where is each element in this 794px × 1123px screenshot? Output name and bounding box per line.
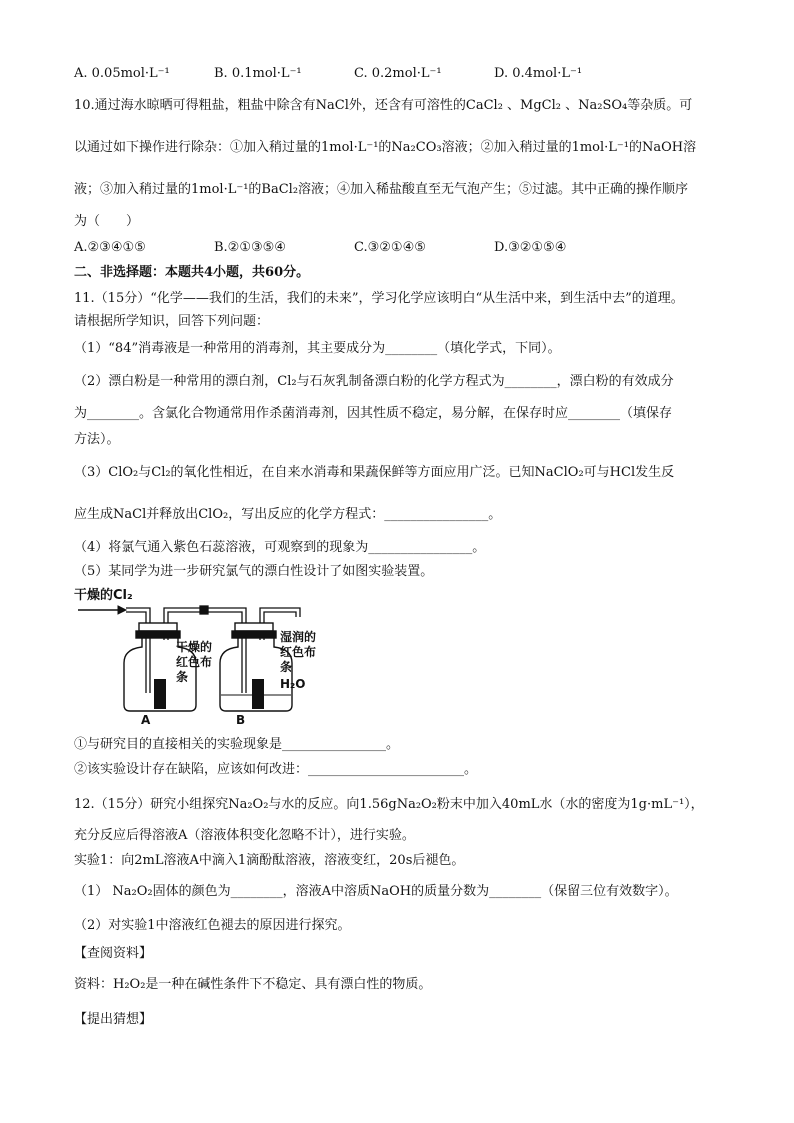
q11-part-5-sub-1: ①与研究目的直接相关的实验现象是________________。 xyxy=(74,737,400,752)
q12-experiment-1: 实验1：向2mL溶液A中滴入1滴酚酞溶液，溶液变红，20s后褪色。 xyxy=(74,853,465,868)
dry-red-cloth-strip xyxy=(154,679,166,709)
q11-part-2-line-3: 方法）。 xyxy=(74,432,120,447)
q12-research-heading: 【查阅资料】 xyxy=(74,946,153,961)
bottle-b-name: B xyxy=(236,713,246,725)
bottle-b-label-3: 条 xyxy=(280,660,293,674)
q12-line-2: 充分反应后得溶液A（溶液体积变化忽略不计），进行实验。 xyxy=(74,828,415,843)
q9-option-b: B. 0.1mol·L⁻¹ xyxy=(214,66,302,81)
chlorine-bleaching-apparatus-diagram xyxy=(74,585,364,725)
bottle-b-label-2: 红色布 xyxy=(280,645,317,659)
q12-reference-note: 资料：H₂O₂是一种在碱性条件下不稳定、具有漂白性的物质。 xyxy=(74,977,432,992)
q10-option-c: C.③②①④⑤ xyxy=(354,240,426,255)
q10-option-b: B.②①③⑤④ xyxy=(214,240,286,255)
q10-line-3: 液；③加入稍过量的1mol·L⁻¹的BaCl₂溶液；④加入稀盐酸直至无气泡产生；⑤过滤。其中正确的操作顺序 xyxy=(74,182,689,197)
q12-line-1: 12.（15分）研究小组探究Na₂O₂与水的反应。向1.56gNa₂O₂粉末中加入40mL水（水的密度为1g·mL⁻¹）， xyxy=(74,797,704,812)
q11-part-4: （4）将氯气通入紫色石蕊溶液，可观察到的现象为________________。 xyxy=(74,540,486,555)
q11-part-2-line-2: 为________。含氯化合物通常用作杀菌消毒剂，因其性质不稳定，易分解，在保存时应________（填保存 xyxy=(74,406,673,421)
q9-option-a: A. 0.05mol·L⁻¹ xyxy=(74,66,170,81)
q11-part-2-line-1: （2）漂白粉是一种常用的漂白剂，Cl₂与石灰乳制备漂白粉的化学方程式为________，漂白粉的有效成分 xyxy=(74,374,674,389)
q11-part-3-line-1: （3）ClO₂与Cl₂的氧化性相近，在自来水消毒和果蔬保鲜等方面应用广泛。已知NaClO₂可与HCl发生反 xyxy=(74,465,675,480)
bottle-a-label-2: 红色布 xyxy=(176,655,213,669)
inlet-arrow xyxy=(78,606,126,614)
q12-hypothesis-heading: 【提出猜想】 xyxy=(74,1012,153,1027)
q9-option-d: D. 0.4mol·L⁻¹ xyxy=(494,66,583,81)
q9-option-c: C. 0.2mol·L⁻¹ xyxy=(354,66,442,81)
q11-part-3-line-2: 应生成NaCl并释放出ClO₂，写出反应的化学方程式：________________。 xyxy=(74,507,502,522)
inlet-label: 干燥的Cl₂ xyxy=(74,588,133,603)
q10-line-2: 以通过如下操作进行除杂：①加入稍过量的1mol·L⁻¹的Na₂CO₃溶液；②加入稍过量的1mol·L⁻¹的NaOH溶 xyxy=(74,140,697,155)
q11-line-2: 请根据所学知识，回答下列问题： xyxy=(74,314,270,329)
q11-part-1: （1）“84”消毒液是一种常用的消毒剂，其主要成分为________（填化学式，下同）。 xyxy=(74,341,561,356)
q10-option-d: D.③②①⑤④ xyxy=(494,240,567,255)
bottle-a-name: A xyxy=(141,713,151,725)
q11-line-1: 11.（15分）“化学——我们的生活，我们的未来”，学习化学应该明白“从生活中来，到生活中去”的道理。 xyxy=(74,291,684,306)
q12-part-1: （1） Na₂O₂固体的颜色为________，溶液A中溶质NaOH的质量分数为________（保留三位有效数字）。 xyxy=(74,884,678,899)
section-2-heading: 二、非选择题：本题共4小题，共60分。 xyxy=(74,265,310,280)
water-label: H₂O xyxy=(280,677,306,691)
q11-part-5-sub-2: ②该实验设计存在缺陷，应该如何改进：________________________。 xyxy=(74,762,478,777)
bottle-a-label-1: 干燥的 xyxy=(176,640,213,654)
q10-line-4: 为（ ） xyxy=(74,214,140,229)
bottle-a-label-3: 条 xyxy=(176,670,189,684)
q10-line-1: 10.通过海水晾晒可得粗盐，粗盐中除含有NaCl外，还含有可溶性的CaCl₂ 、MgCl₂ 、Na₂SO₄等杂质。可 xyxy=(74,98,693,113)
wet-red-cloth-strip xyxy=(252,679,264,709)
q12-part-2: （2）对实验1中溶液红色褪去的原因进行探究。 xyxy=(74,918,351,933)
q11-part-5: （5）某同学为进一步研究氯气的漂白性设计了如图实验装置。 xyxy=(74,564,434,579)
bottle-b-label-1: 湿润的 xyxy=(280,630,317,644)
q10-option-a: A.②③④①⑤ xyxy=(74,240,146,255)
